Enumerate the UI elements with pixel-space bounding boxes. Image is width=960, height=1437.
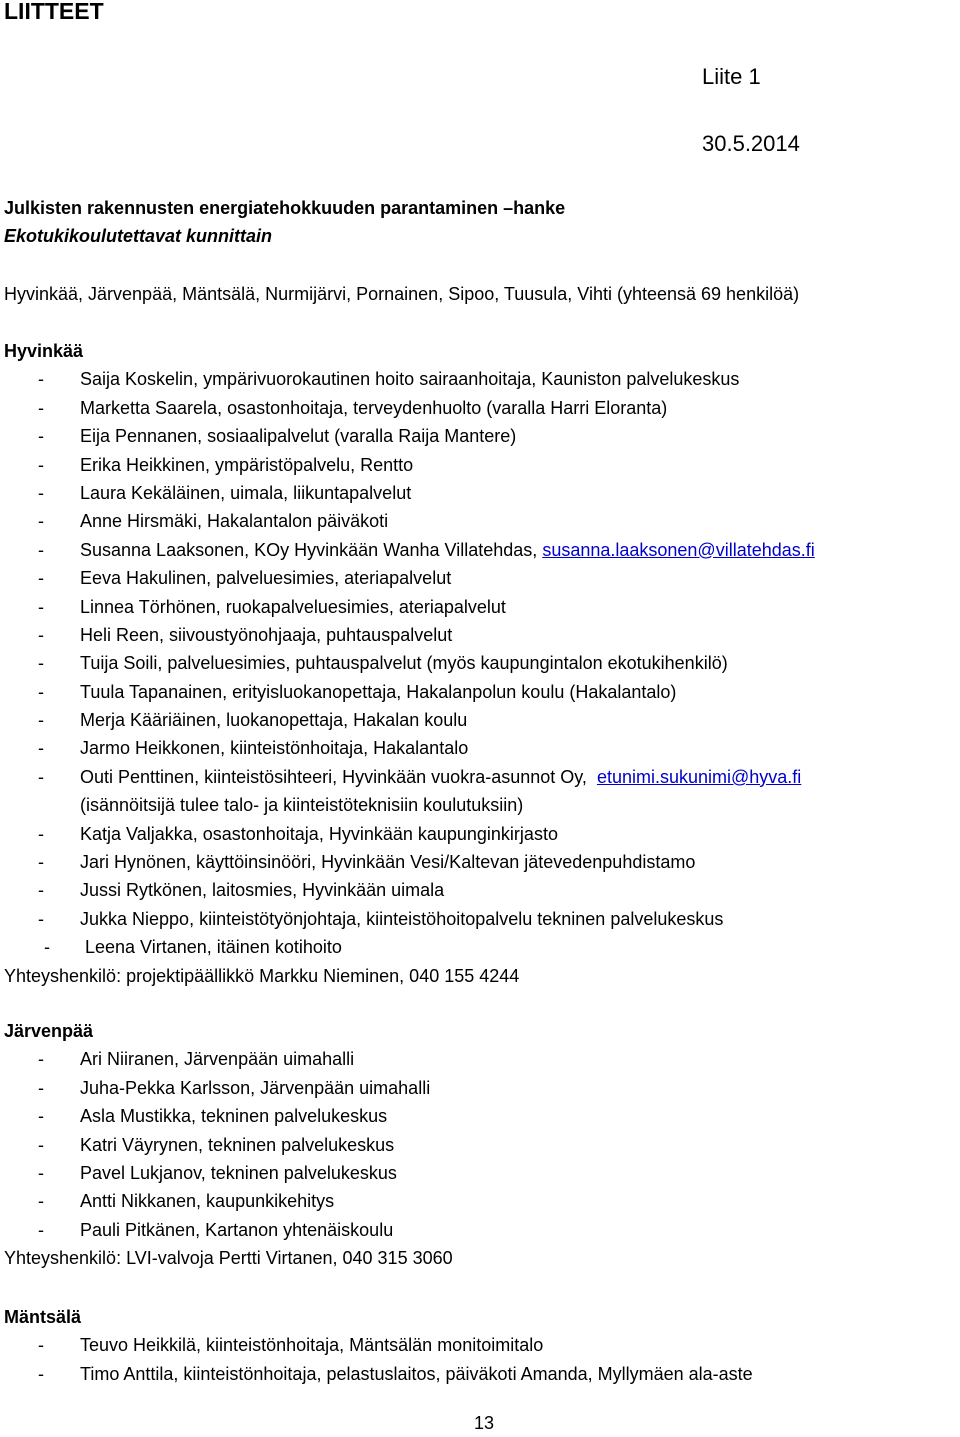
section-heading-jarvenpaa: Järvenpää	[4, 1021, 94, 1041]
attachment-label: Liite 1	[702, 64, 761, 89]
document-title: LIITTEET	[4, 0, 104, 24]
list-item: - Laura Kekäläinen, uimala, liikuntapalvelut	[38, 482, 412, 503]
list-item: - Anne Hirsmäki, Hakalantalon päiväkoti	[38, 511, 389, 532]
list-item: - Tuija Soili, palveluesimies, puhtauspalvelut (myös kaupungintalon ekotukihenkilö)	[38, 653, 728, 674]
section-hyvinkaa	[4, 337, 815, 990]
list-item: - Tuula Tapanainen, erityisluokanopettaja, Hakalanpolun koulu (Hakalantalo)	[38, 681, 677, 702]
list-item: - Katri Väyrynen, tekninen palvelukeskus	[38, 1134, 395, 1155]
section-heading-hyvinkaa: Hyvinkää	[4, 341, 84, 361]
page-number: 13	[474, 1413, 495, 1433]
list-item: - Teuvo Heikkilä, kiinteistönhoitaja, Mäntsälän monitoimitalo	[38, 1335, 544, 1356]
email-link-outi[interactable]: etunimi.sukunimi@hyva.fi	[596, 766, 802, 787]
list-item: - Pavel Lukjanov, tekninen palvelukeskus	[38, 1162, 397, 1183]
list-item: - Outi Penttinen, kiinteistösihteeri, Hyvinkään vuokra-asunnot Oy, etunimi.sukunimi@hyva.fi	[38, 766, 802, 787]
list-item: - Saija Koskelin, ympärivuorokautinen hoito sairaanhoitaja, Kauniston palvelukeskus	[38, 369, 740, 390]
list-item: - Juha-Pekka Karlsson, Järvenpään uimahalli	[38, 1077, 431, 1098]
project-title: Julkisten rakennusten energiatehokkuuden parantaminen –hanke	[4, 198, 566, 218]
contact-person-hyvinkaa: Yhteyshenkilö: projektipäällikkö Markku Nieminen, 040 155 4244	[4, 965, 520, 986]
list-item: - Jarmo Heikkonen, kiinteistönhoitaja, Hakalantalo	[38, 738, 469, 759]
list-item: - Merja Kääriäinen, luokanopettaja, Hakalan koulu	[38, 710, 468, 731]
section-mantsala	[4, 1303, 753, 1388]
email-link-susanna[interactable]: susanna.laaksonen@villatehdas.fi	[542, 539, 815, 560]
list-item: - Linnea Törhönen, ruokapalveluesimies, ateriapalvelut	[38, 596, 506, 617]
list-item: - Timo Anttila, kiinteistönhoitaja, pelastuslaitos, päiväkoti Amanda, Myllymäen ala-aste	[38, 1363, 753, 1384]
list-item: - Ari Niiranen, Järvenpään uimahalli	[38, 1049, 355, 1070]
list-item: - Eija Pennanen, sosiaalipalvelut (varalla Raija Mantere)	[38, 426, 517, 447]
list-item: - Jari Hynönen, käyttöinsinööri, Hyvinkään Vesi/Kaltevan jätevedenpuhdistamo	[38, 852, 696, 873]
list-item: - Heli Reen, siivoustyönohjaaja, puhtauspalvelut	[38, 624, 453, 645]
section-jarvenpaa	[4, 1017, 453, 1273]
list-item: - Katja Valjakka, osastonhoitaja, Hyvinkään kaupunginkirjasto	[38, 823, 558, 844]
municipalities-line: Hyvinkää, Järvenpää, Mäntsälä, Nurmijärvi, Pornainen, Sipoo, Tuusula, Vihti (yhteensä 69 henkilöä)	[4, 284, 800, 304]
list-item: - Leena Virtanen, itäinen kotihoito	[44, 937, 342, 958]
contact-person-jarvenpaa: Yhteyshenkilö: LVI-valvoja Pertti Virtanen, 040 315 3060	[4, 1248, 453, 1269]
list-item: - Erika Heikkinen, ympäristöpalvelu, Rentto	[38, 454, 414, 475]
list-item: - Jukka Nieppo, kiinteistötyönjohtaja, kiinteistöhoitopalvelu tekninen palvelukeskus	[38, 908, 724, 929]
list-item: - Susanna Laaksonen, KOy Hyvinkään Wanha Villatehdas, susanna.laaksonen@villatehdas.fi	[38, 539, 815, 560]
list-item-continuation: (isännöitsijä tulee talo- ja kiinteistöteknisiin koulutuksiin)	[80, 795, 524, 816]
document-date: 30.5.2014	[702, 131, 800, 156]
list-item: - Eeva Hakulinen, palveluesimies, ateriapalvelut	[38, 568, 452, 589]
project-subtitle: Ekotukikoulutettavat kunnittain	[4, 226, 273, 246]
list-item: - Marketta Saarela, osastonhoitaja, terveydenhuolto (varalla Harri Eloranta)	[38, 397, 668, 418]
list-item: - Jussi Rytkönen, laitosmies, Hyvinkään uimala	[38, 880, 445, 901]
list-item: - Antti Nikkanen, kaupunkikehitys	[38, 1191, 335, 1212]
list-item: - Asla Mustikka, tekninen palvelukeskus	[38, 1106, 388, 1127]
section-heading-mantsala: Mäntsälä	[4, 1307, 82, 1327]
list-item: - Pauli Pitkänen, Kartanon yhtenäiskoulu	[38, 1219, 394, 1240]
